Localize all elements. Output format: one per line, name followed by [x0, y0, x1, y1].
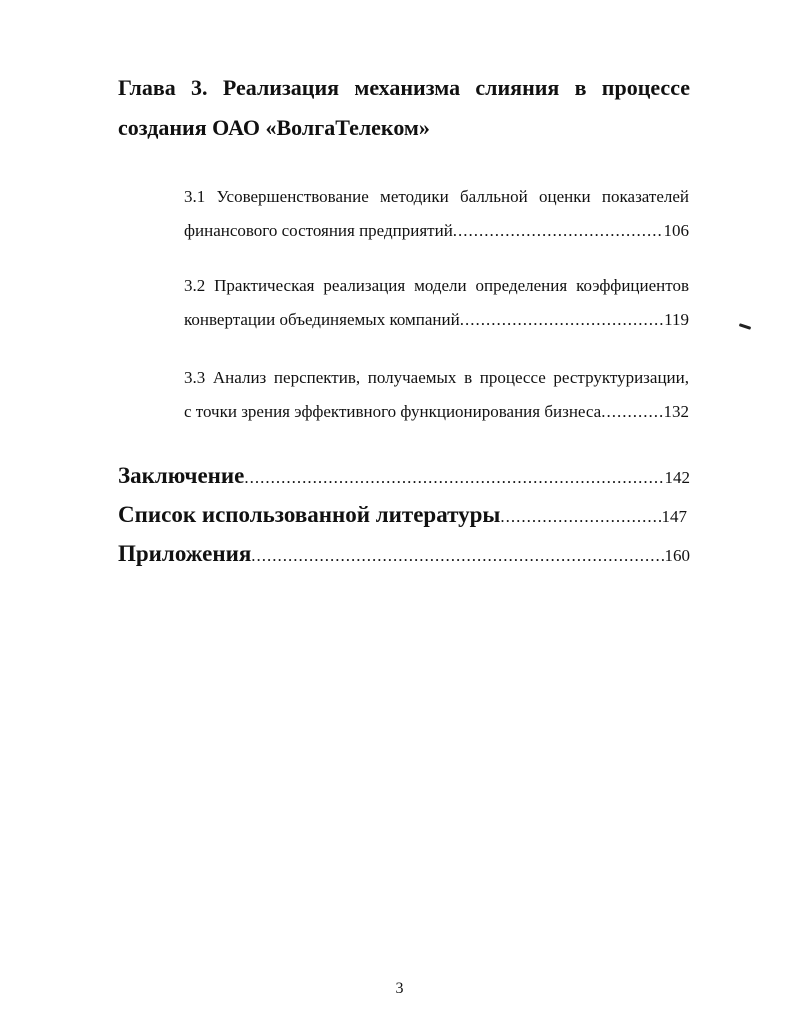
section-title-text: с точки зрения эффективного функционирования бизнеса [184, 402, 602, 421]
page-ref: 132 [663, 402, 689, 421]
section-title-line-1: 3.2 Практическая реализация модели определения коэффициентов [184, 276, 689, 295]
toc-section-3-2 [184, 269, 689, 337]
page-ref: 106 [663, 221, 689, 240]
entry-title: Заключение [118, 463, 245, 488]
page-ref: 142 [664, 468, 690, 487]
dot-leader [453, 214, 664, 248]
page-ref: 160 [664, 546, 690, 565]
toc-entry-conclusion [118, 458, 690, 496]
chapter-title [118, 68, 690, 148]
page-ref: 119 [664, 310, 689, 329]
section-title-line-2 [184, 214, 689, 248]
section-title-line-1: 3.3 Анализ перспектив, получаемых в процессе реструктуризации, [184, 368, 689, 387]
section-title-line-2 [184, 395, 689, 429]
page-number: 3 [395, 980, 404, 997]
section-title-text: финансового состояния предприятий [184, 221, 453, 240]
section-title-line-1: 3.1 Усовершенствование методики балльной оценки показателей [184, 187, 689, 206]
toc-entry-bibliography [118, 497, 687, 535]
entry-title: Список использованной литературы [118, 502, 501, 527]
section-title-text: конвертации объединяемых компаний [184, 310, 460, 329]
chapter-title-line-2: создания ОАО «ВолгаТелеком» [118, 115, 430, 140]
entry-title: Приложения [118, 541, 252, 566]
page-ref: 147 [661, 507, 687, 526]
section-title-line-2 [184, 303, 689, 337]
dot-leader [500, 499, 661, 535]
dot-leader [601, 395, 663, 429]
toc-section-3-1 [184, 180, 689, 248]
toc-section-3-3 [184, 361, 689, 429]
dot-leader [460, 303, 664, 337]
dot-leader [244, 460, 664, 496]
scan-artifact-mark [739, 323, 751, 330]
toc-entry-appendices [118, 536, 690, 574]
chapter-title-line-1: Глава 3. Реализация механизма слияния в процессе [118, 75, 690, 100]
dot-leader [251, 538, 664, 574]
